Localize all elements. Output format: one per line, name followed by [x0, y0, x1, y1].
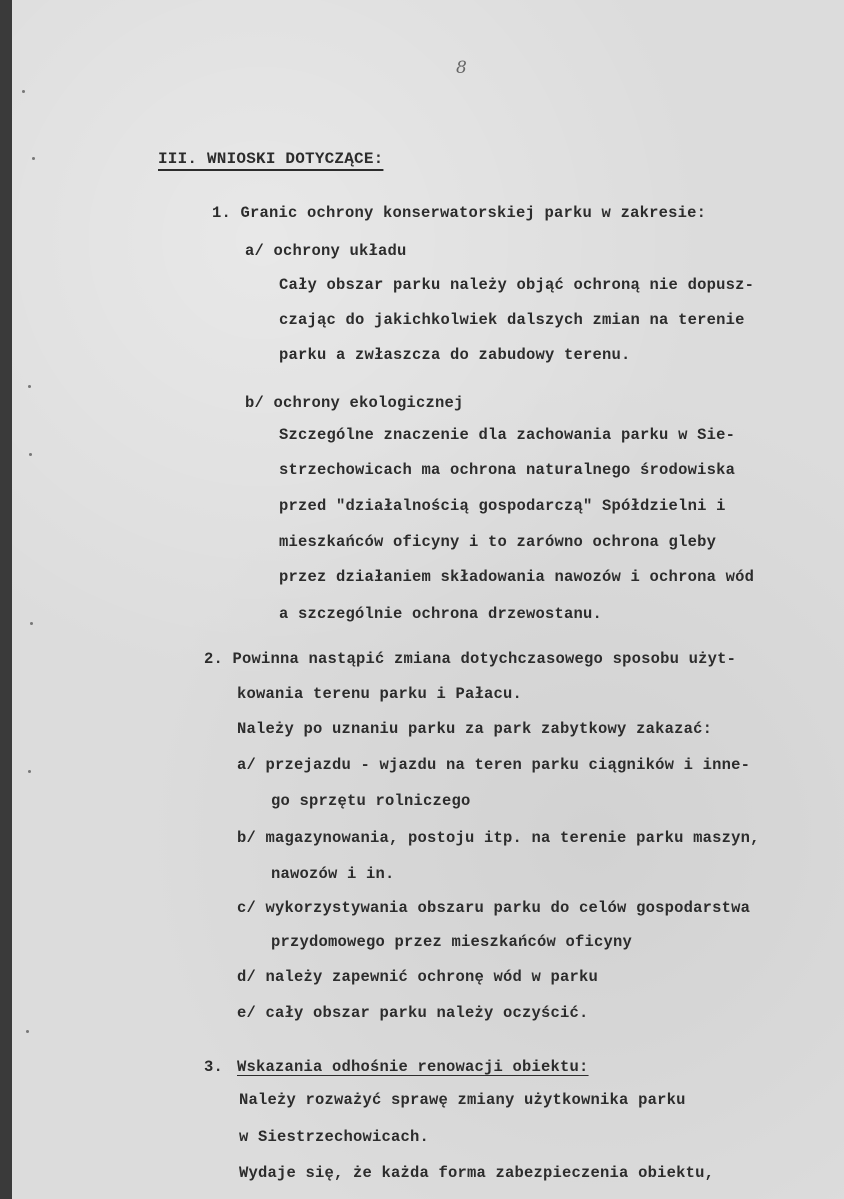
- scan-speck: [32, 157, 35, 160]
- section-2-item: d/ należy zapewnić ochronę wód w parku: [237, 968, 599, 986]
- section-1a-line: czając do jakichkolwiek dalszych zmian na terenie: [279, 311, 745, 329]
- section-3-line: Wydaje się, że każda forma zabezpieczenia obiektu,: [239, 1164, 715, 1182]
- scan-speck: [26, 1030, 29, 1033]
- section-1b-line: a szczególnie ochrona drzewostanu.: [279, 605, 603, 623]
- section-2-line: 2. Powinna nastąpić zmiana dotychczasowego sposobu użyt-: [204, 650, 737, 668]
- scan-speck: [28, 770, 31, 773]
- section-2-item: c/ wykorzystywania obszaru parku do celów gospodarstwa: [237, 899, 751, 917]
- section-1b-line: Szczególne znaczenie dla zachowania parku w Sie-: [279, 426, 736, 444]
- section-1a-line: Cały obszar parku należy objąć ochroną nie dopusz-: [279, 276, 755, 294]
- page-number: 8: [456, 58, 467, 78]
- section-2-item-cont: go sprzętu rolniczego: [271, 792, 471, 810]
- scan-speck: [28, 385, 31, 388]
- section-2-item: a/ przejazdu - wjazdu na teren parku ciągników i inne-: [237, 756, 751, 774]
- section-3-line: w Siestrzechowicach.: [239, 1128, 430, 1146]
- section-1b-line: przez działaniem składowania nawozów i ochrona wód: [279, 568, 755, 586]
- scan-speck: [29, 453, 32, 456]
- section-2-item: b/ magazynowania, postoju itp. na terenie parku maszyn,: [237, 829, 760, 847]
- scan-speck: [22, 90, 25, 93]
- section-2-line: Należy po uznaniu parku za park zabytkowy zakazać:: [237, 720, 713, 738]
- section-2-item-cont: przydomowego przez mieszkańców oficyny: [271, 933, 633, 951]
- section-2-line: kowania terenu parku i Pałacu.: [237, 685, 523, 703]
- section-1b-line: przed "działalnością gospodarczą" Spółdzielni i: [279, 497, 726, 515]
- section-1a-line: parku a zwłaszcza do zabudowy terenu.: [279, 346, 631, 364]
- section-1b-title: b/ ochrony ekologicznej: [245, 394, 464, 412]
- section-1a-title: a/ ochrony układu: [245, 242, 407, 260]
- section-3-line: Należy rozważyć sprawę zmiany użytkownika parku: [239, 1091, 686, 1109]
- document-page: [12, 0, 844, 1199]
- section-3-title: Wskazania odhośnie renowacji obiektu:: [237, 1058, 589, 1076]
- section-heading: III. WNIOSKI DOTYCZĄCE:: [158, 150, 384, 168]
- section-2-item-cont: nawozów i in.: [271, 865, 395, 883]
- scan-speck: [30, 622, 33, 625]
- section-1b-line: strzechowicach ma ochrona naturalnego środowiska: [279, 461, 736, 479]
- section-1b-line: mieszkańców oficyny i to zarówno ochrona gleby: [279, 533, 717, 551]
- section-3-number: 3.: [204, 1058, 224, 1076]
- section-1-title: 1. Granic ochrony konserwatorskiej parku w zakresie:: [212, 204, 707, 222]
- section-2-item: e/ cały obszar parku należy oczyścić.: [237, 1004, 589, 1022]
